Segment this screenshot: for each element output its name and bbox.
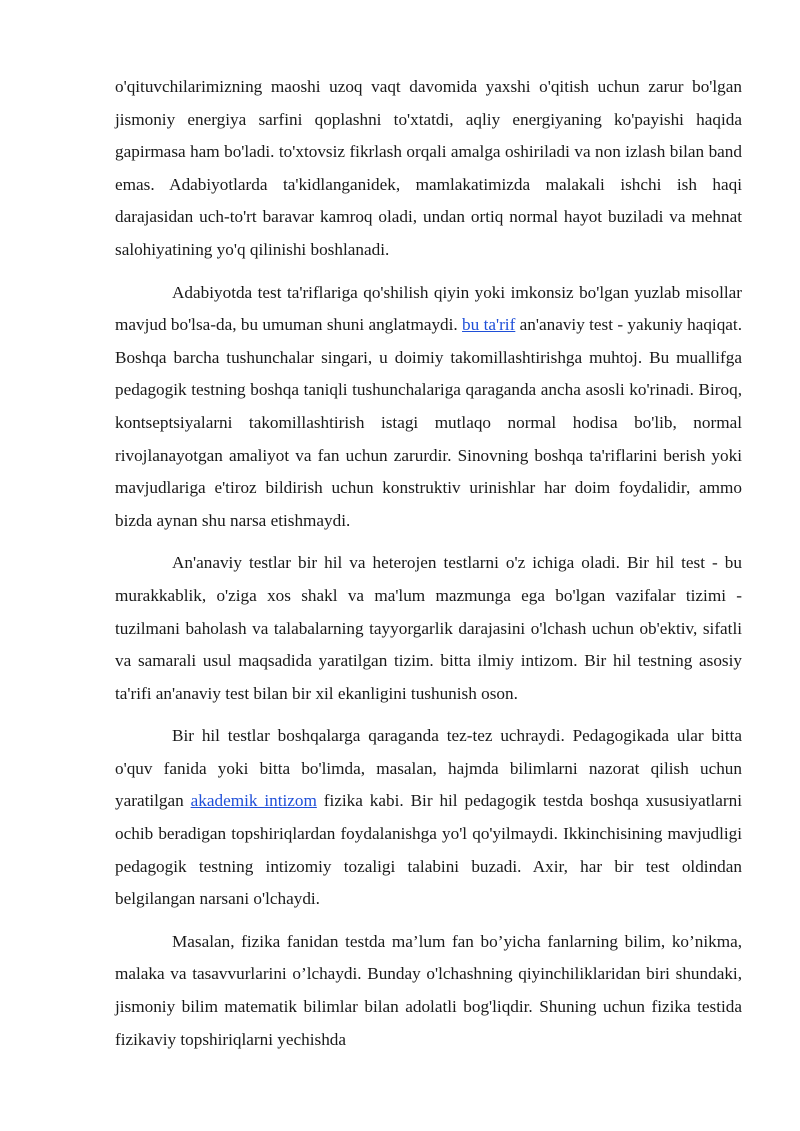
paragraph-3 — [115, 547, 742, 710]
paragraph-3-text: An'anaviy testlar bir hil va heterojen testlarni o'z ichiga oladi. Bir hil test - bu murakkablik, o'ziga xos shakl va ma'lum mazmunga ega bo'lgan vazifalar tizimi - tuzilmani baholash va talabalarning tayyorgarlik darajasini o'lchash uchun ob'ektiv, sifatli va samarali usul maqsadida yaratilgan tizim. bitta ilmiy intizom. Bir hil testning asosiy ta'rifi an'anaviy test bilan bir xil ekanligini tushunish oson. — [115, 553, 742, 703]
paragraph-5 — [115, 926, 742, 1056]
paragraph-1-text: o'qituvchilarimizning maoshi uzoq vaqt davomida yaxshi o'qitish uchun zarur bo'lgan jismoniy energiya sarfini qoplashni to'xtatdi, aqliy energiyaning ko'payishi haqida gapirmasa ham bo'ladi. to'xtovsiz fikrlash orqali amalga oshiriladi va non izlash bilan band emas. Adabiyotlarda ta'kidlanganidek, mamlakatimizda malakali ishchi ish haqi darajasidan uch-to'rt baravar kamroq oladi, undan ortiq normal hayot buziladi va mehnat salohiyatining yo'q qilinishi boshlanadi. — [115, 77, 742, 259]
paragraph-1 — [115, 71, 742, 267]
paragraph-4 — [115, 720, 742, 916]
paragraph-4-text-end: fizika kabi. Bir hil pedagogik testda boshqa xususiyatlarni ochib beradigan topshiriqlardan foydalanishga yo'l qo'yilmaydi. Ikkinchisining mavjudligi pedagogik testning intizomiy tozaligi talabini buzadi. Axir, har bir test oldindan belgilangan narsani o'lchaydi. — [115, 791, 742, 909]
paragraph-2-text-start: Adabiyotda test ta'riflariga qo'shilish qiyin yoki imkonsiz bo'lgan yuzlab misollar mavjud bo'lsa-da, bu umuman shuni anglatmaydi. — [115, 282, 742, 335]
paragraph-2 — [115, 277, 742, 538]
paragraph-5-text: Masalan, fizika fanidan testda ma’lum fan bo’yicha fanlarning bilim, ko’nikma, malaka va tasavvurlarini o’lchaydi. Bunday o'lchashning qiyinchiliklaridan biri shundaki, jismoniy bilim matematik bilimlar bilan adolatli bog'liqdir. Shuning uchun fizika testida fizikaviy topshiriqlarni yechishda — [115, 931, 742, 1049]
akademik-intizom-link[interactable]: akademik intizom — [190, 791, 317, 811]
document-page — [115, 71, 742, 1066]
paragraph-2-text-end: an'anaviy test - yakuniy haqiqat. Boshqa barcha tushunchalar singari, u doimiy takomillashtirishga muhtoj. Bu muallifga pedagogik testning boshqa taniqli tushunchalariga qaraganda ancha asosli ko'rinadi. Biroq, kontseptsiyalarni takomillashtirish istagi mutlaqo normal hodisa bo'lib, normal rivojlanayotgan amaliyot va fan uchun zarurdir. Sinovning boshqa ta'riflarini berish yoki mavjudlariga e'tiroz bildirish uchun konstruktiv urinishlar har doim foydalidir, ammo bizda aynan shu narsa etishmaydi. — [115, 315, 742, 530]
paragraph-4-text-start: Bir hil testlar boshqalarga qaraganda tez-tez uchraydi. Pedagogikada ular bitta o'quv fanida yoki bitta bo'limda, masalan, hajmda bilimlarni nazorat qilish uchun yaratilgan — [115, 726, 742, 811]
bu-tarif-link[interactable]: bu ta'rif — [462, 315, 516, 335]
